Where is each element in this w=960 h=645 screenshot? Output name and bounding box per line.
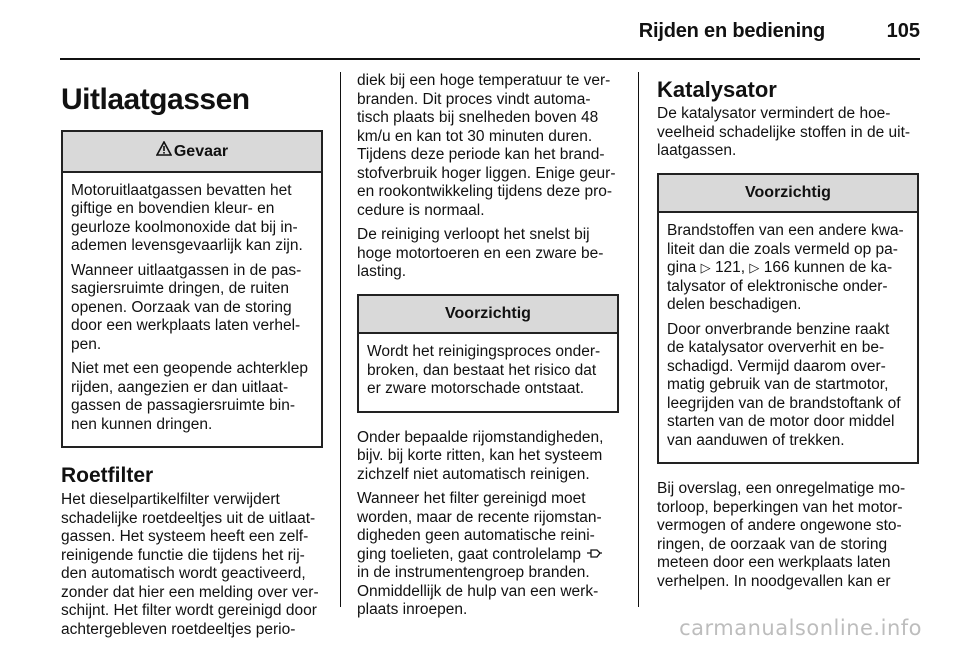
body-paragraph: Onder bepaalde rijomstandigheden, bijv. bij korte ritten, kan het systeem zichzelf niet automatisch reinigen. [357,428,604,483]
caution-paragraph [667,222,909,315]
body-text: in de instrumentengroep branden. Onmiddellijk de hulp van een werk-plaats inroepen. [357,564,599,618]
section-title-uitlaatgassen: Uitlaatgassen [61,83,250,116]
caution-paragraph: Wordt het reinigingsproces onder-broken, dan bestaat het risico dat er zware motorschade ontstaat. [367,343,601,397]
danger-label: Gevaar [173,143,229,160]
caution-text: Brandstoffen van een andere kwa-liteit dan die zoals vermeld op pa-gina [667,222,904,276]
section-title-roetfilter: Roetfilter [61,464,154,487]
page-reference-arrow-icon: ▷ [749,260,760,275]
page-number: 105 [886,20,920,42]
body-paragraph: De katalysator vermindert de hoe-veelheid schadelijke stoffen in de uit-laatgassen. [657,105,911,159]
danger-box-body [63,173,321,447]
caution-box-header: Voorzichtig [359,296,617,335]
page-reference[interactable]: 166 [763,259,790,276]
warning-triangle-icon [156,141,172,162]
watermark: carmanualsonline.info [679,616,922,640]
caution-box-body [359,334,617,411]
section-title-katalysator: Katalysator [657,77,777,102]
body-paragraph: De reiniging verloopt het snelst bij hoge motortoeren en een zware be-lasting. [357,226,604,280]
danger-box-header [63,132,321,173]
page-reference[interactable]: 121, [714,259,746,276]
danger-paragraph: Motoruitlaatgassen bevatten het giftige en bovendien kleur- en geurloze koolmonoxide dat bij in-ademen levensgevaarlijk kan zijn. [71,181,303,254]
control-lamp-icon [585,546,603,563]
caution-box-header: Voorzichtig [659,175,917,214]
column-1 [61,72,323,645]
body-text: Wanneer het filter gereinigd moet worden, maar de recente rijomstan-digheden geen automatische reini-ging toelieten, gaat controlelamp [357,490,602,563]
column-divider [638,72,639,607]
caution-paragraph: Door onverbrande benzine raakt de katalysator oververhit en be-schadigd. Vermijd daarom over-matig gebruik van de startmotor, leegrijden van de brandstoftank of starten van de motor door middel van aanduwen of trekken. [667,320,901,449]
body-paragraph: diek bij een hoge temperatuur te ver-branden. Dit proces vindt automa-tisch plaats bij snelheden boven 48 km/u en kan tot 30 minuten duren. Tijdens deze periode kan het brand-stofverbruik hoger liggen. Enige geur-en rookontwikkeling tijdens deze pro-cedure is normaal. [357,72,616,219]
running-title: Rijden en bediening [638,20,825,42]
body-paragraph: Het dieselpartikelfilter verwijdert schadelijke roetdeeltjes uit de uitlaat-gassen. Het systeem heeft een zelf-reinigende functie die tijdens het rij-den automatisch wordt geactiveerd, zonder dat hier een melding over ver-schijnt. Het filter wordt gereinigd door achtergebleven roetdeeltjes perio- [61,491,319,638]
header-rule [60,58,920,60]
caution-box [657,173,919,465]
page-header [0,20,920,50]
caution-box-body [659,213,917,462]
column-3 [657,72,919,597]
column-2 [357,72,619,626]
column-divider [340,72,341,607]
body-paragraph: Bij overslag, een onregelmatige mo-torloop, beperkingen van het motor-vermogen of andere ongewone sto-ringen, de oorzaak van de storing meteen door een werkplaats laten verhelpen. In noodgevallen kan er [657,480,906,590]
body-paragraph [357,490,619,620]
danger-box [61,130,323,448]
caution-text: kunnen de ka-talysator of elektronische onder-delen beschadigen. [667,259,893,313]
caution-box [357,294,619,413]
page-reference-arrow-icon: ▷ [700,260,711,275]
danger-paragraph: Wanneer uitlaatgassen in de pas-sagiersruimte dringen, de ruiten openen. Oorzaak van de storing door een werkplaats laten verhel-pen. [71,261,302,353]
danger-paragraph: Niet met een geopende achterklep rijden, aangezien er dan uitlaat-gassen de passagiersruimte bin-nen kunnen dringen. [71,360,308,433]
